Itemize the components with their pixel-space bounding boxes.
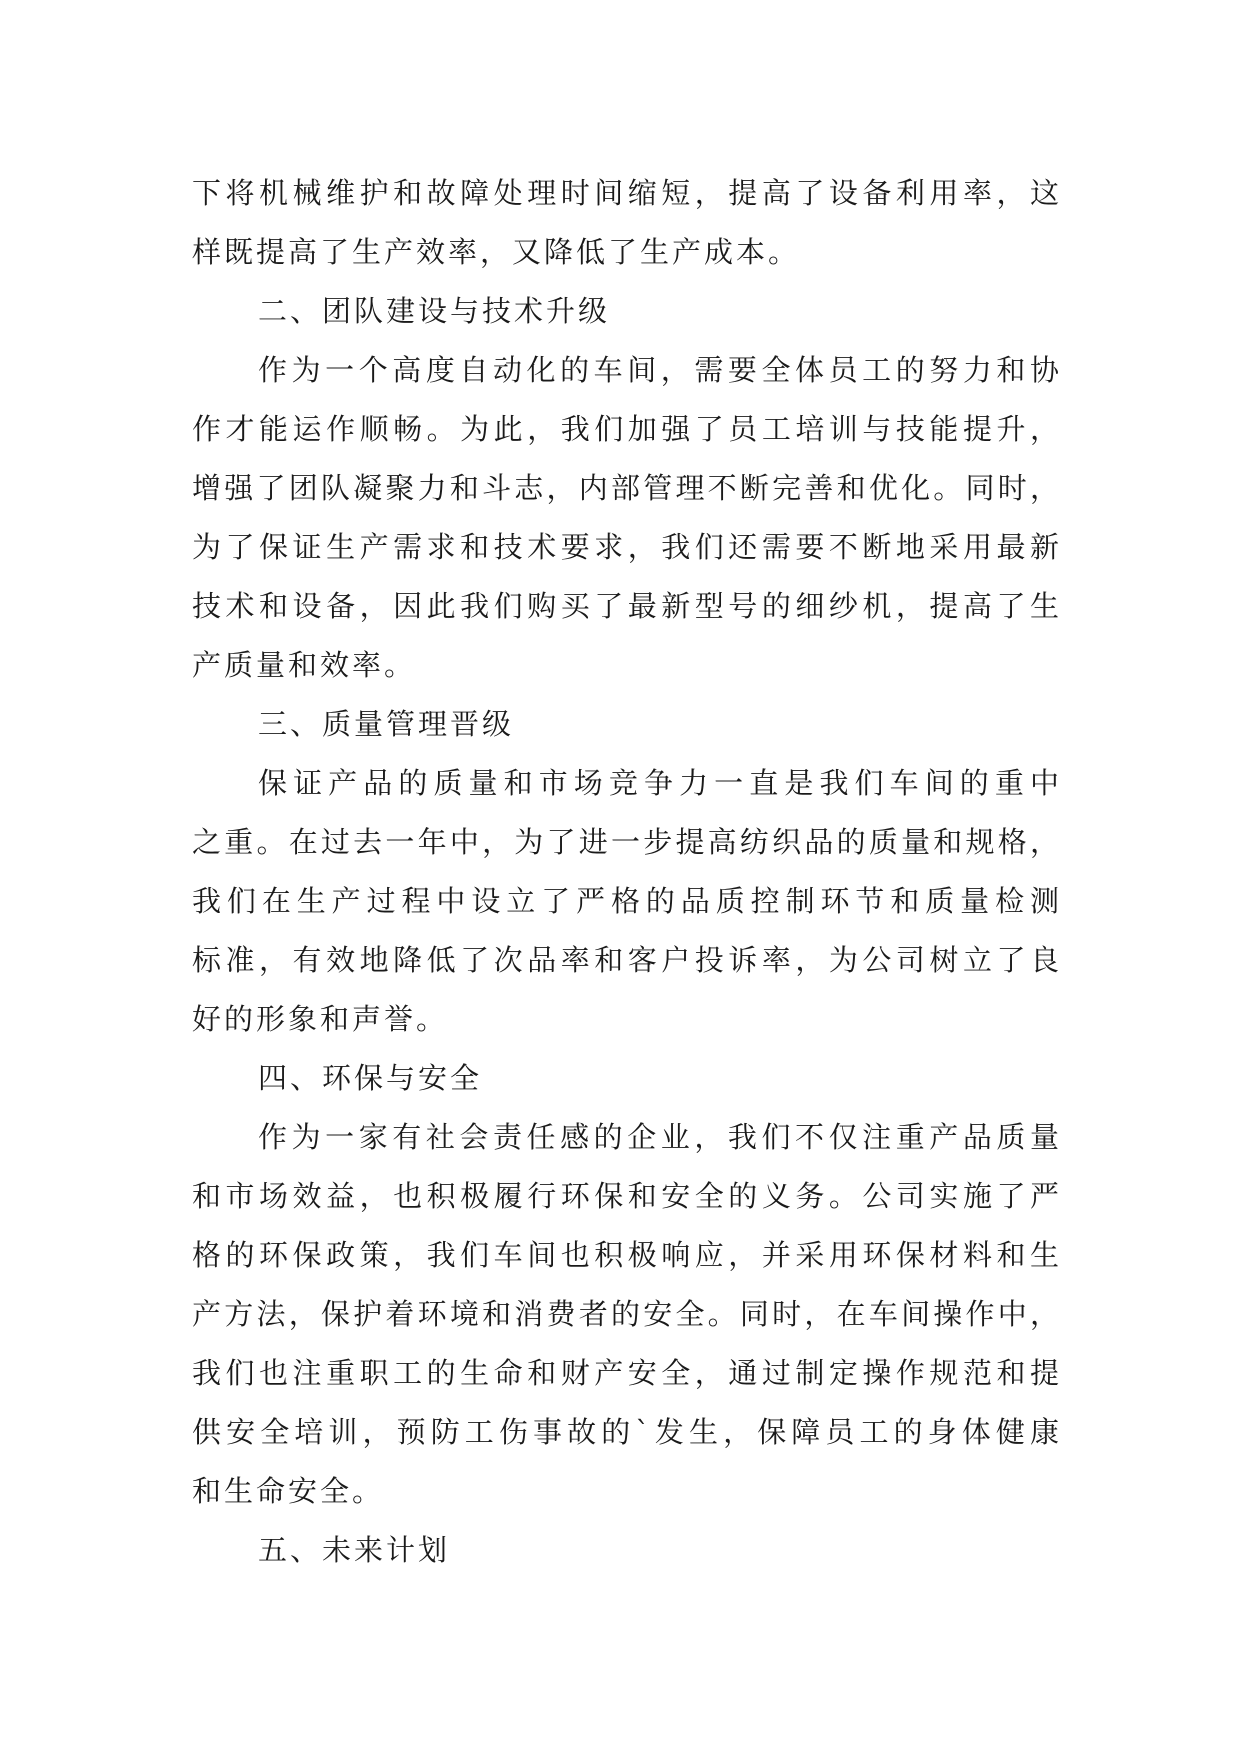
- paragraph-line: 技术和设备，因此我们购买了最新型号的细纱机，提高了生: [192, 589, 1062, 623]
- paragraph-line: 作才能运作顺畅。为此，我们加强了员工培训与技能提升，: [192, 412, 1062, 446]
- paragraph-line: 我们也注重职工的生命和财产安全，通过制定操作规范和提: [192, 1356, 1062, 1390]
- paragraph-line: 和市场效益，也积极履行环保和安全的义务。公司实施了严: [192, 1179, 1062, 1213]
- paragraph-line: 作为一个高度自动化的车间，需要全体员工的努力和协: [258, 353, 1062, 387]
- paragraph-line: 保证产品的质量和市场竞争力一直是我们车间的重中: [258, 766, 1062, 800]
- section-heading: 二、团队建设与技术升级: [258, 294, 611, 328]
- paragraph-line: 供安全培训，预防工伤事故的`发生，保障员工的身体健康: [192, 1415, 1062, 1449]
- paragraph-line: 标准，有效地降低了次品率和客户投诉率，为公司树立了良: [192, 943, 1062, 977]
- paragraph-line: 作为一家有社会责任感的企业，我们不仅注重产品质量: [258, 1120, 1062, 1154]
- paragraph-line: 样既提高了生产效率，又降低了生产成本。: [192, 235, 801, 269]
- paragraph-line: 产质量和效率。: [192, 648, 417, 682]
- paragraph-line: 我们在生产过程中设立了严格的品质控制环节和质量检测: [192, 884, 1062, 918]
- paragraph-line: 下将机械维护和故障处理时间缩短，提高了设备利用率，这: [192, 176, 1062, 210]
- paragraph-line: 和生命安全。: [192, 1474, 385, 1508]
- paragraph-line: 为了保证生产需求和技术要求，我们还需要不断地采用最新: [192, 530, 1062, 564]
- paragraph-line: 增强了团队凝聚力和斗志，内部管理不断完善和优化。同时，: [192, 471, 1062, 505]
- section-heading: 三、质量管理晋级: [258, 707, 515, 741]
- section-heading: 五、未来计划: [258, 1533, 451, 1567]
- paragraph-line: 产方法，保护着环境和消费者的安全。同时，在车间操作中，: [192, 1297, 1062, 1331]
- paragraph-line: 之重。在过去一年中，为了进一步提高纺织品的质量和规格，: [192, 825, 1062, 859]
- section-heading: 四、环保与安全: [258, 1061, 483, 1095]
- paragraph-line: 好的形象和声誉。: [192, 1002, 449, 1036]
- paragraph-line: 格的环保政策，我们车间也积极响应，并采用环保材料和生: [192, 1238, 1062, 1272]
- document-body: [192, 164, 1062, 1580]
